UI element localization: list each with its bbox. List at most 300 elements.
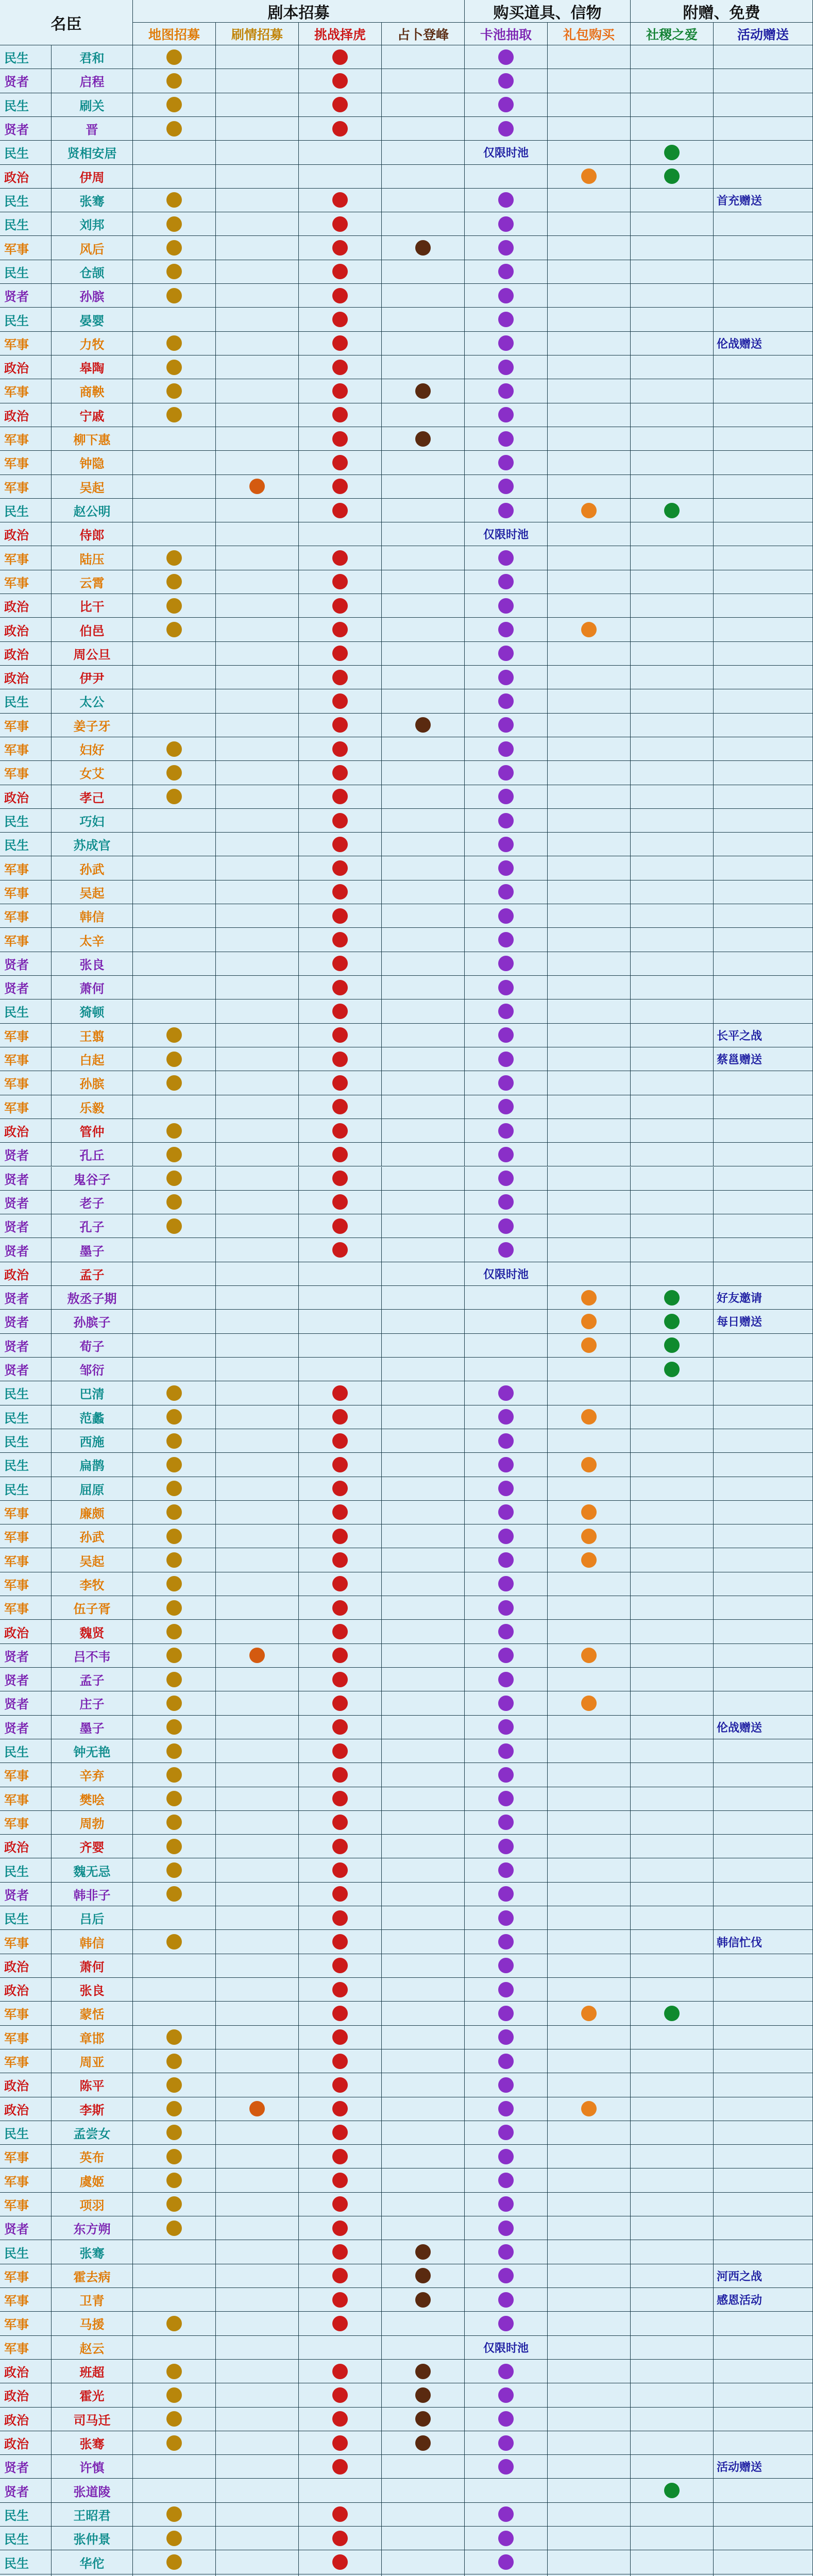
availability-cell — [216, 1453, 299, 1477]
availability-cell — [465, 2408, 548, 2431]
availability-cell — [714, 785, 813, 809]
hero-name: 晏婴 — [52, 308, 133, 331]
availability-cell — [133, 2383, 216, 2407]
availability-cell — [465, 1191, 548, 1214]
availability-dot — [498, 884, 514, 900]
availability-cell — [714, 2240, 813, 2264]
availability-dot — [332, 1052, 348, 1067]
availability-dot — [498, 789, 514, 804]
faction-label: 军事 — [0, 2288, 52, 2312]
availability-dot — [332, 2435, 348, 2451]
availability-cell — [133, 2455, 216, 2479]
faction-label: 贤者 — [0, 69, 52, 93]
availability-cell — [216, 880, 299, 904]
availability-cell — [299, 1024, 382, 1047]
availability-cell — [631, 642, 714, 666]
availability-cell — [299, 1047, 382, 1071]
availability-cell — [548, 212, 631, 236]
availability-cell — [299, 904, 382, 928]
availability-cell — [133, 856, 216, 880]
availability-dot — [332, 2531, 348, 2546]
availability-cell — [299, 1310, 382, 1333]
hero-name: 皋陶 — [52, 355, 133, 379]
availability-cell — [548, 809, 631, 833]
availability-cell — [465, 2527, 548, 2550]
availability-cell — [465, 2336, 548, 2360]
availability-cell — [216, 1716, 299, 1739]
availability-cell — [382, 141, 465, 164]
availability-cell — [299, 1262, 382, 1286]
availability-dot — [415, 2387, 431, 2403]
availability-cell — [631, 1047, 714, 1071]
availability-cell — [465, 714, 548, 737]
availability-cell — [133, 928, 216, 952]
hero-name: 孟子 — [52, 1262, 133, 1286]
availability-dot — [498, 2173, 514, 2188]
column-header: 礼包购买 — [548, 23, 631, 45]
availability-cell — [216, 714, 299, 737]
availability-cell — [465, 451, 548, 474]
availability-dot — [498, 192, 514, 208]
availability-cell — [714, 427, 813, 451]
faction-label: 政治 — [0, 2360, 52, 2383]
availability-cell — [714, 117, 813, 141]
availability-cell — [714, 2479, 813, 2502]
hero-name: 孟子 — [52, 1668, 133, 1691]
availability-cell — [299, 308, 382, 331]
availability-dot — [332, 2554, 348, 2570]
availability-cell — [216, 2073, 299, 2097]
availability-cell — [548, 1429, 631, 1453]
availability-cell — [382, 522, 465, 546]
availability-cell — [465, 1310, 548, 1333]
availability-cell — [216, 141, 299, 164]
availability-cell — [631, 1381, 714, 1405]
availability-cell — [548, 1334, 631, 1358]
availability-dot — [166, 765, 182, 781]
availability-cell — [299, 260, 382, 284]
availability-cell — [216, 1334, 299, 1358]
availability-cell — [216, 2455, 299, 2479]
availability-cell — [548, 1238, 631, 1262]
hero-name: 刘邦 — [52, 212, 133, 236]
availability-dot — [166, 1934, 182, 1950]
availability-cell — [382, 260, 465, 284]
hero-name: 老子 — [52, 1191, 133, 1214]
availability-cell — [631, 1477, 714, 1501]
availability-dot — [664, 145, 680, 160]
availability-dot — [498, 980, 514, 995]
availability-cell — [216, 2527, 299, 2550]
availability-dot — [166, 1886, 182, 1902]
availability-dot — [498, 932, 514, 947]
availability-cell — [299, 2002, 382, 2025]
availability-cell — [216, 2431, 299, 2455]
availability-cell — [714, 2336, 813, 2360]
availability-cell — [299, 1835, 382, 1858]
availability-cell — [548, 2360, 631, 2383]
availability-cell — [548, 332, 631, 355]
availability-cell — [382, 2360, 465, 2383]
availability-dot — [498, 1886, 514, 1902]
hero-name: 邹衍 — [52, 1358, 133, 1381]
source-note: 仅限时池 — [483, 147, 529, 160]
availability-cell — [631, 904, 714, 928]
availability-dot — [166, 264, 182, 279]
availability-cell — [133, 522, 216, 546]
hero-name: 吴起 — [52, 880, 133, 904]
availability-cell — [133, 952, 216, 976]
availability-cell — [133, 594, 216, 618]
availability-cell — [216, 69, 299, 93]
availability-cell — [133, 1024, 216, 1047]
faction-label: 军事 — [0, 1811, 52, 1835]
availability-cell — [631, 570, 714, 594]
hero-name: 齐婴 — [52, 1835, 133, 1858]
hero-name: 庄子 — [52, 1691, 133, 1715]
availability-cell — [382, 1572, 465, 1596]
availability-cell — [714, 856, 813, 880]
availability-cell — [465, 522, 548, 546]
availability-cell — [299, 1763, 382, 1787]
availability-cell — [216, 1620, 299, 1643]
availability-cell — [631, 2503, 714, 2527]
availability-cell — [631, 379, 714, 403]
availability-cell — [133, 1668, 216, 1691]
availability-cell — [299, 45, 382, 69]
availability-cell — [299, 332, 382, 355]
availability-cell — [631, 976, 714, 999]
availability-cell — [714, 904, 813, 928]
availability-cell — [299, 2193, 382, 2216]
availability-dot — [166, 360, 182, 375]
availability-cell — [216, 999, 299, 1023]
availability-cell — [548, 761, 631, 785]
availability-dot — [415, 2411, 431, 2427]
availability-cell — [548, 1858, 631, 1882]
faction-label: 贤者 — [0, 1334, 52, 1358]
hero-name: 张骞 — [52, 2431, 133, 2455]
availability-cell — [631, 1858, 714, 1882]
hero-name: 云霄 — [52, 570, 133, 594]
availability-dot — [332, 2101, 348, 2116]
availability-cell — [299, 2455, 382, 2479]
hero-name: 周勃 — [52, 1811, 133, 1835]
availability-cell — [714, 475, 813, 499]
availability-cell — [133, 1691, 216, 1715]
availability-dot — [332, 2268, 348, 2283]
availability-cell — [465, 1429, 548, 1453]
faction-label: 民生 — [0, 1405, 52, 1429]
availability-cell — [714, 1429, 813, 1453]
faction-label: 军事 — [0, 2049, 52, 2073]
availability-cell — [465, 642, 548, 666]
availability-cell — [714, 976, 813, 999]
availability-cell — [548, 2336, 631, 2360]
availability-dot — [498, 1910, 514, 1926]
availability-dot — [664, 1362, 680, 1377]
availability-cell — [631, 1119, 714, 1143]
availability-cell — [299, 1739, 382, 1763]
availability-cell — [299, 2312, 382, 2335]
faction-label: 民生 — [0, 1739, 52, 1763]
hero-name: 周公旦 — [52, 642, 133, 666]
availability-cell — [548, 1691, 631, 1715]
availability-dot — [166, 2125, 182, 2140]
availability-cell — [631, 1286, 714, 1310]
faction-label: 军事 — [0, 1071, 52, 1095]
availability-dot — [166, 1194, 182, 1210]
availability-cell — [631, 833, 714, 856]
faction-label: 民生 — [0, 93, 52, 117]
availability-cell — [216, 1381, 299, 1405]
availability-cell — [133, 833, 216, 856]
availability-cell — [382, 1143, 465, 1166]
availability-dot — [332, 97, 348, 112]
availability-cell — [465, 1524, 548, 1548]
availability-cell — [299, 761, 382, 785]
availability-dot — [332, 1385, 348, 1401]
availability-cell — [714, 1143, 813, 1166]
availability-dot — [498, 2506, 514, 2522]
availability-cell — [216, 2121, 299, 2145]
availability-dot — [166, 1075, 182, 1091]
availability-cell — [465, 1381, 548, 1405]
availability-cell — [133, 1286, 216, 1310]
availability-dot — [332, 789, 348, 804]
availability-cell — [382, 1858, 465, 1882]
availability-cell — [133, 189, 216, 212]
source-note: 仅限时池 — [483, 2342, 529, 2355]
availability-cell — [133, 1835, 216, 1858]
availability-cell — [299, 355, 382, 379]
availability-dot — [498, 860, 514, 876]
hero-name: 萧何 — [52, 1954, 133, 1978]
availability-cell — [465, 499, 548, 522]
column-header: 挑战择虎 — [299, 23, 382, 45]
availability-dot — [332, 479, 348, 494]
availability-dot — [166, 1529, 182, 1544]
availability-cell — [631, 2383, 714, 2407]
availability-cell — [631, 2240, 714, 2264]
hero-name: 扁鹊 — [52, 1453, 133, 1477]
hero-name: 姜子牙 — [52, 714, 133, 737]
faction-label: 军事 — [0, 332, 52, 355]
availability-cell — [631, 1524, 714, 1548]
faction-label: 贤者 — [0, 976, 52, 999]
availability-cell — [465, 1787, 548, 1811]
availability-cell — [382, 1334, 465, 1358]
availability-cell — [631, 522, 714, 546]
availability-cell — [631, 999, 714, 1023]
availability-cell — [133, 379, 216, 403]
availability-cell — [631, 2216, 714, 2240]
availability-cell — [631, 332, 714, 355]
availability-dot — [332, 1696, 348, 1711]
availability-dot — [332, 2244, 348, 2260]
availability-dot — [498, 360, 514, 375]
availability-dot — [581, 1504, 597, 1520]
faction-label: 贤者 — [0, 1716, 52, 1739]
column-header: 活动赠送 — [714, 23, 813, 45]
availability-dot — [166, 1648, 182, 1663]
availability-cell — [299, 403, 382, 427]
faction-label: 军事 — [0, 2336, 52, 2360]
availability-cell — [382, 45, 465, 69]
availability-cell — [133, 355, 216, 379]
availability-cell — [133, 1548, 216, 1572]
availability-dot — [332, 2292, 348, 2308]
faction-label: 民生 — [0, 260, 52, 284]
hero-name: 吴起 — [52, 1548, 133, 1572]
availability-cell — [299, 2336, 382, 2360]
availability-dot — [332, 1839, 348, 1854]
availability-cell — [216, 1524, 299, 1548]
faction-label: 军事 — [0, 379, 52, 403]
availability-dot — [166, 2364, 182, 2379]
availability-dot — [498, 1862, 514, 1878]
availability-dot — [581, 1409, 597, 1425]
availability-cell — [631, 1429, 714, 1453]
faction-label: 民生 — [0, 689, 52, 713]
availability-cell — [714, 1620, 813, 1643]
availability-cell — [631, 2550, 714, 2574]
availability-cell — [465, 570, 548, 594]
availability-cell — [548, 1071, 631, 1095]
availability-cell — [548, 618, 631, 641]
availability-cell — [465, 999, 548, 1023]
availability-dot — [498, 1552, 514, 1568]
availability-cell — [631, 2049, 714, 2073]
availability-cell — [631, 2121, 714, 2145]
availability-cell — [216, 1286, 299, 1310]
availability-cell — [382, 2145, 465, 2168]
availability-cell — [465, 2216, 548, 2240]
availability-dot — [166, 288, 182, 303]
availability-cell — [382, 236, 465, 260]
availability-cell — [216, 689, 299, 713]
availability-cell — [631, 2312, 714, 2335]
availability-dot — [498, 956, 514, 971]
availability-cell — [133, 2026, 216, 2049]
availability-cell — [133, 1358, 216, 1381]
availability-dot — [498, 240, 514, 256]
availability-cell — [216, 1548, 299, 1572]
availability-cell — [382, 809, 465, 833]
availability-cell — [631, 785, 714, 809]
availability-dot — [581, 1529, 597, 1544]
availability-cell — [548, 2240, 631, 2264]
availability-cell — [548, 928, 631, 952]
availability-cell — [714, 1739, 813, 1763]
faction-label: 政治 — [0, 522, 52, 546]
hero-name: 霍光 — [52, 2383, 133, 2407]
availability-dot — [498, 2531, 514, 2546]
availability-cell — [216, 1024, 299, 1047]
availability-cell — [465, 1143, 548, 1166]
availability-cell — [382, 1095, 465, 1119]
availability-dot — [332, 431, 348, 447]
availability-dot — [166, 73, 182, 89]
availability-cell — [133, 403, 216, 427]
availability-dot — [166, 2435, 182, 2451]
hero-name: 韩信 — [52, 1930, 133, 1954]
availability-cell — [714, 1954, 813, 1978]
availability-dot — [332, 1457, 348, 1472]
availability-cell — [382, 1930, 465, 1954]
availability-dot — [332, 1982, 348, 1997]
availability-cell — [465, 2455, 548, 2479]
faction-label: 军事 — [0, 1596, 52, 1620]
availability-dot — [498, 455, 514, 470]
availability-cell — [465, 1668, 548, 1691]
availability-cell — [631, 2288, 714, 2312]
availability-cell — [299, 212, 382, 236]
availability-dot — [415, 2435, 431, 2451]
availability-cell — [714, 1668, 813, 1691]
faction-label: 贤者 — [0, 1358, 52, 1381]
availability-cell — [299, 1716, 382, 1739]
availability-cell — [216, 2240, 299, 2264]
availability-cell — [714, 1787, 813, 1811]
availability-dot — [498, 574, 514, 589]
faction-label: 政治 — [0, 2408, 52, 2431]
availability-cell — [299, 2168, 382, 2192]
availability-cell — [465, 856, 548, 880]
availability-cell — [548, 642, 631, 666]
availability-dot — [332, 1027, 348, 1043]
hero-name: 张良 — [52, 952, 133, 976]
availability-cell — [216, 1906, 299, 1930]
source-note: 仅限时池 — [483, 529, 529, 542]
availability-cell — [631, 2097, 714, 2121]
availability-cell — [631, 1548, 714, 1572]
availability-cell — [133, 2431, 216, 2455]
availability-cell — [133, 761, 216, 785]
availability-dot — [166, 2101, 182, 2116]
availability-cell — [714, 212, 813, 236]
availability-dot — [664, 1337, 680, 1353]
availability-cell — [548, 1310, 631, 1333]
hero-name: 君和 — [52, 45, 133, 69]
availability-cell — [631, 618, 714, 641]
availability-cell — [548, 999, 631, 1023]
availability-dot — [166, 1600, 182, 1616]
availability-cell — [382, 1501, 465, 1524]
availability-cell — [631, 1262, 714, 1286]
availability-dot — [498, 2006, 514, 2021]
availability-cell — [714, 93, 813, 117]
availability-cell — [382, 2455, 465, 2479]
availability-cell — [133, 1405, 216, 1429]
faction-label: 军事 — [0, 761, 52, 785]
faction-label: 民生 — [0, 499, 52, 522]
availability-cell — [465, 1334, 548, 1358]
availability-cell — [465, 1238, 548, 1262]
availability-cell — [216, 403, 299, 427]
faction-label: 贤者 — [0, 1310, 52, 1333]
availability-dot — [498, 1815, 514, 1830]
availability-cell — [714, 1238, 813, 1262]
availability-dot — [332, 73, 348, 89]
availability-cell — [216, 2288, 299, 2312]
availability-cell — [465, 2026, 548, 2049]
availability-cell — [548, 546, 631, 570]
availability-cell — [465, 141, 548, 164]
availability-cell — [548, 1191, 631, 1214]
availability-cell — [382, 2216, 465, 2240]
availability-cell — [465, 2097, 548, 2121]
